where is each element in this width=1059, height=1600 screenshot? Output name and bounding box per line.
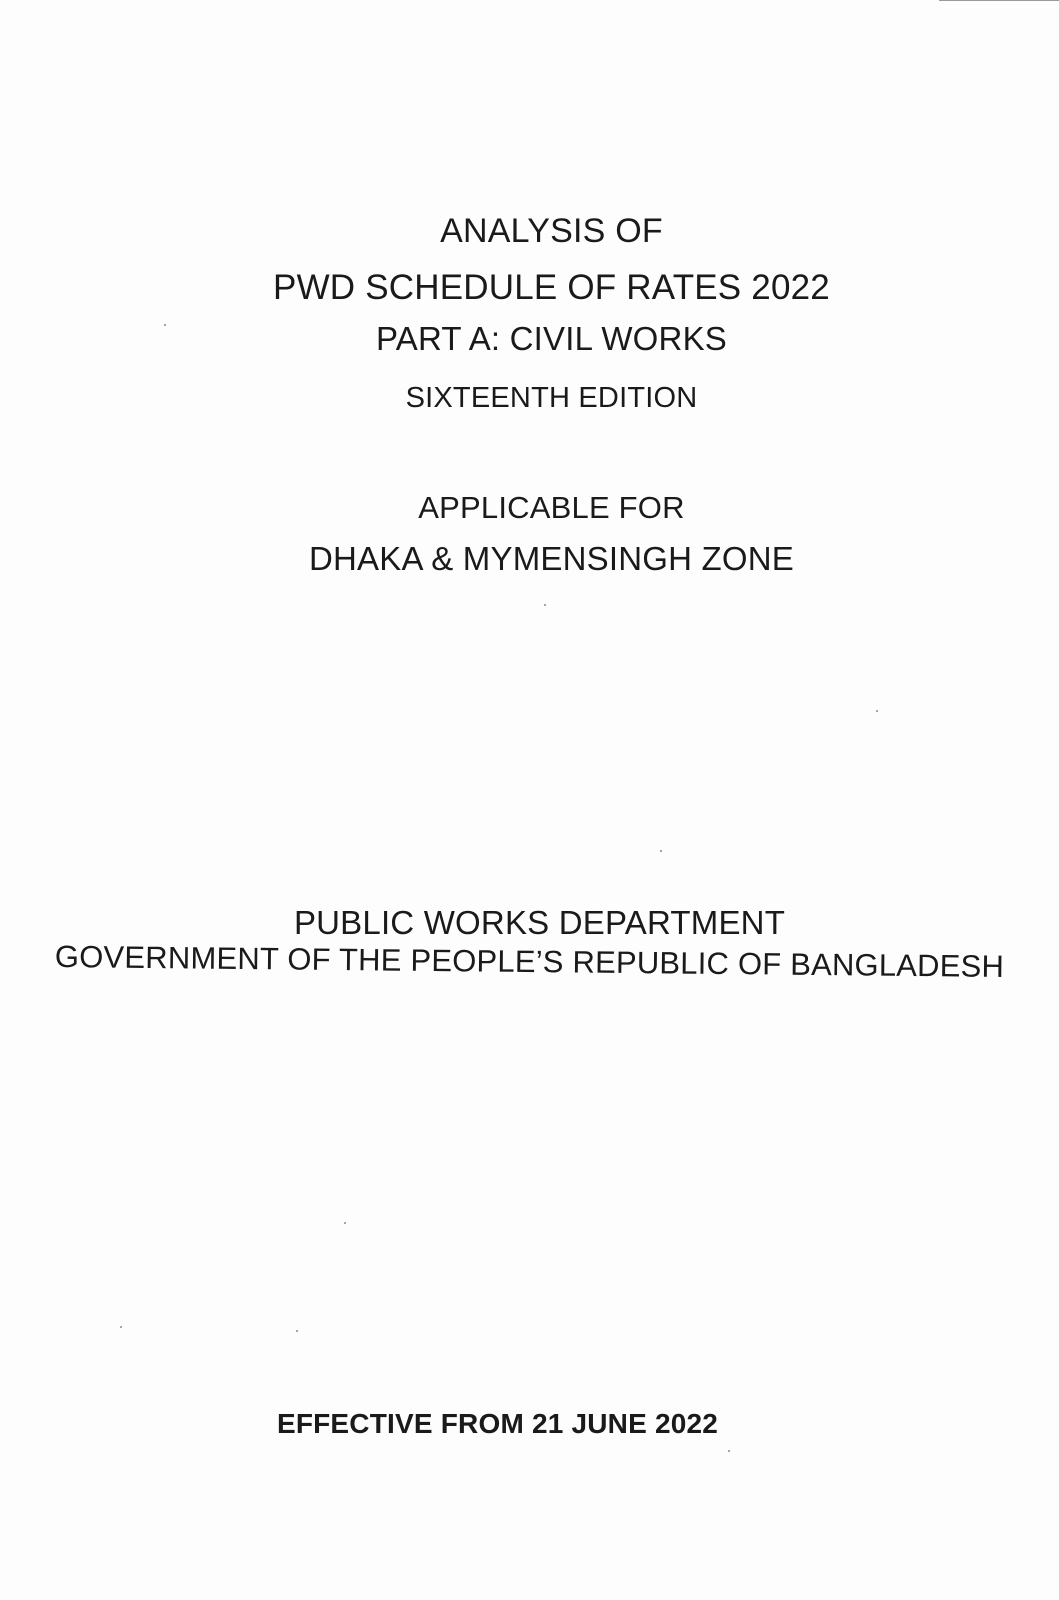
zone-label: DHAKA & MYMENSINGH ZONE xyxy=(308,540,794,577)
scan-edge-line xyxy=(939,0,1059,1)
scan-speck xyxy=(728,1450,730,1452)
scan-speck xyxy=(344,1222,346,1224)
scan-speck xyxy=(296,1330,298,1332)
scan-speck xyxy=(876,710,878,712)
edition-label: SIXTEENTH EDITION xyxy=(405,382,698,414)
department-name: PUBLIC WORKS DEPARTMENT xyxy=(293,904,786,941)
title-line-1: ANALYSIS OF xyxy=(440,212,663,250)
title-line-3: PART A: CIVIL WORKS xyxy=(375,320,727,357)
scan-speck xyxy=(120,1326,122,1328)
scan-speck xyxy=(660,850,662,852)
scan-speck xyxy=(544,604,546,606)
effective-date: EFFECTIVE FROM 21 JUNE 2022 xyxy=(276,1408,719,1439)
applicable-label: APPLICABLE FOR xyxy=(418,490,685,525)
government-name: GOVERNMENT OF THE PEOPLE’S REPUBLIC OF BANGLADESH xyxy=(54,939,1005,984)
title-line-2: PWD SCHEDULE OF RATES 2022 xyxy=(273,268,830,307)
scan-speck xyxy=(164,324,166,326)
